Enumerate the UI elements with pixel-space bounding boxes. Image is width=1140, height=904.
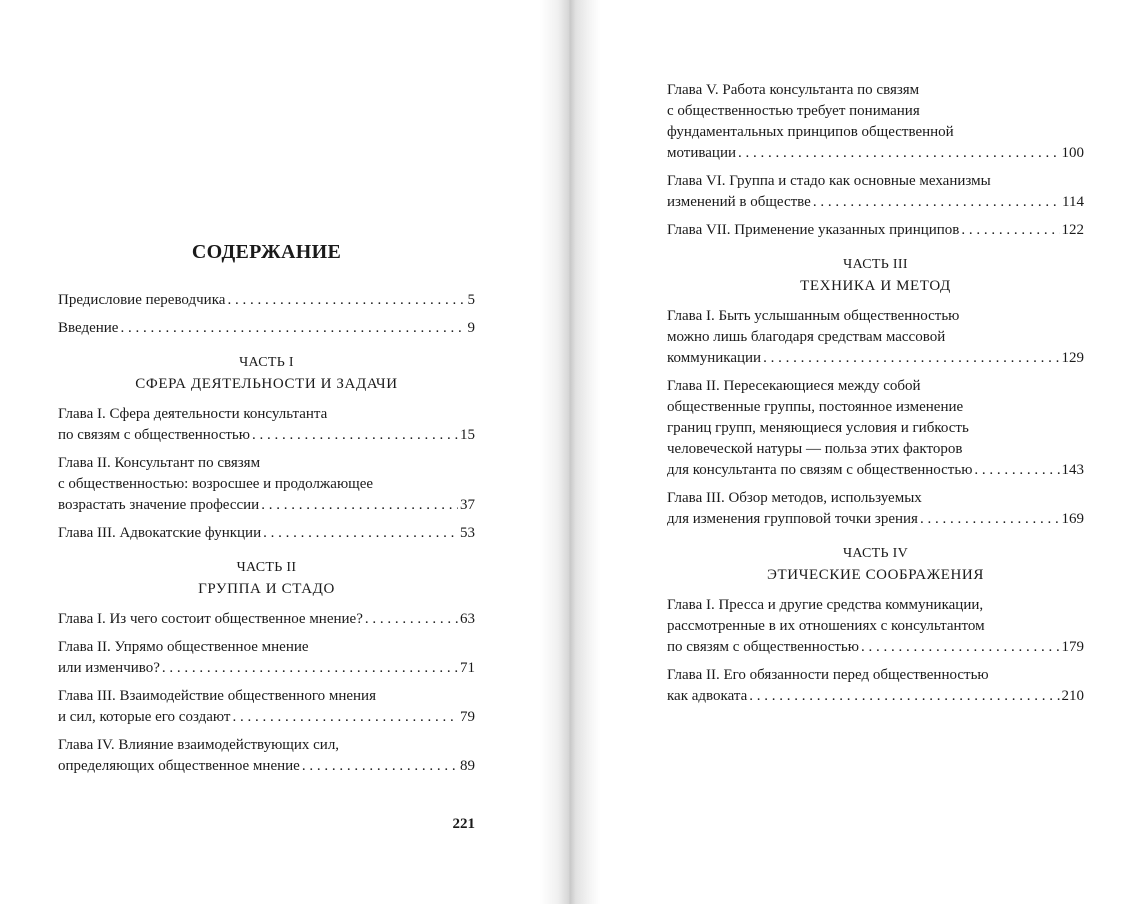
toc-entry-line: человеческой натуры — польза этих факторов <box>667 441 963 457</box>
toc-entry-line: Глава III. Взаимодействие общественного мнения <box>58 688 376 704</box>
toc-entry <box>667 665 1084 707</box>
toc-entry-line: Глава I. Сфера деятельности консультанта <box>58 406 328 422</box>
part-number: ЧАСТЬ II <box>236 560 297 575</box>
left-toc-column <box>58 240 475 784</box>
toc-entry-text: для изменения групповой точки зрения <box>667 511 918 527</box>
toc-entry <box>58 290 475 311</box>
toc-entry-line: Глава IV. Влияние взаимодействующих сил, <box>58 737 340 753</box>
dot-leader <box>749 686 1059 707</box>
part-heading <box>667 255 1084 297</box>
toc-entry-line: можно лишь благодаря средствам массовой <box>667 329 946 345</box>
toc-entry-text: как адвоката <box>667 688 748 704</box>
toc-entry-text: Глава I. Из чего состоит общественное мнение? <box>58 611 363 627</box>
part-number: ЧАСТЬ III <box>843 257 908 272</box>
dot-leader <box>302 756 458 777</box>
toc-entry-text: по связям с общественностью <box>58 427 250 443</box>
toc-page-number: 79 <box>460 709 475 725</box>
part-number: ЧАСТЬ IV <box>842 546 909 561</box>
toc-entry <box>58 609 475 630</box>
part-name: ТЕХНИКА И МЕТОД <box>800 278 951 294</box>
toc-entry-text: и сил, которые его создают <box>58 709 231 725</box>
toc-entry-final-line <box>58 707 475 728</box>
part-name: ГРУППА И СТАДО <box>198 581 335 597</box>
toc-entry-line: с общественностью: возросшее и продолжающее <box>58 476 374 492</box>
toc-entry-final-line <box>58 290 475 311</box>
toc-entry-text: коммуникации <box>667 350 762 366</box>
right-toc-column <box>667 80 1084 714</box>
dot-leader <box>920 509 1060 530</box>
toc-entry <box>58 735 475 777</box>
toc-page-number: 143 <box>1061 462 1084 478</box>
dot-leader <box>763 348 1059 369</box>
toc-entry-text: мотивации <box>667 145 737 161</box>
toc-entry-line: Глава III. Обзор методов, используемых <box>667 490 922 506</box>
toc-group <box>667 306 1084 530</box>
toc-entry-final-line <box>667 348 1084 369</box>
toc-entry <box>58 686 475 728</box>
toc-entry-text: Глава III. Адвокатские функции <box>58 525 262 541</box>
toc-group <box>58 609 475 777</box>
toc-entry-final-line <box>58 609 475 630</box>
dot-leader <box>861 637 1060 658</box>
part-heading <box>58 353 475 395</box>
toc-entry-final-line <box>58 756 475 777</box>
part-name: СФЕРА ДЕЯТЕЛЬНОСТИ И ЗАДАЧИ <box>135 376 398 392</box>
toc-entry-line: Глава V. Работа консультанта по связям <box>667 82 920 98</box>
part-name: ЭТИЧЕСКИЕ СООБРАЖЕНИЯ <box>767 567 984 583</box>
dot-leader <box>252 425 458 446</box>
dot-leader <box>974 460 1059 481</box>
toc-group <box>667 80 1084 241</box>
toc-entry <box>667 306 1084 369</box>
dot-leader <box>738 143 1059 164</box>
toc-entry <box>667 171 1084 213</box>
toc-entry <box>667 376 1084 481</box>
toc-entry-line: фундаментальных принципов общественной <box>667 124 954 140</box>
toc-entry <box>667 595 1084 658</box>
toc-entry-final-line <box>667 686 1084 707</box>
toc-page-number: 53 <box>460 525 475 541</box>
toc-entry-text: или изменчиво? <box>58 660 160 676</box>
toc-entry-final-line <box>667 460 1084 481</box>
toc-entry-text: для консультанта по связям с общественностью <box>667 462 973 478</box>
toc-entry <box>58 404 475 446</box>
toc-entry-line: общественные группы, постоянное изменение <box>667 399 964 415</box>
toc-entry-text: по связям с общественностью <box>667 639 859 655</box>
toc-entry-final-line <box>667 220 1084 241</box>
toc-entry-text: Введение <box>58 320 119 336</box>
toc-page-number: 37 <box>460 497 475 513</box>
toc-entry <box>58 318 475 339</box>
toc-entry-line: Глава I. Быть услышанным общественностью <box>667 308 960 324</box>
toc-entry-line: Глава II. Консультант по связям <box>58 455 261 471</box>
toc-title: СОДЕРЖАНИЕ <box>191 241 342 263</box>
toc-group <box>667 595 1084 707</box>
toc-entry-line: Глава II. Упрямо общественное мнение <box>58 639 309 655</box>
toc-page-number: 114 <box>1062 194 1084 210</box>
toc-entry <box>58 523 475 544</box>
toc-entry-final-line <box>667 192 1084 213</box>
toc-entry <box>667 80 1084 164</box>
toc-page-number: 100 <box>1061 145 1084 161</box>
toc-page-number: 71 <box>460 660 475 676</box>
toc-page-number: 63 <box>460 611 475 627</box>
toc-entry <box>58 453 475 516</box>
toc-entry <box>58 637 475 679</box>
toc-entry-line: Глава II. Его обязанности перед общественностью <box>667 667 989 683</box>
toc-group <box>58 290 475 339</box>
toc-entry <box>667 488 1084 530</box>
toc-entry-final-line <box>667 143 1084 164</box>
toc-entry-line: Глава I. Пресса и другие средства коммуникации, <box>667 597 984 613</box>
toc-entry-final-line <box>58 523 475 544</box>
dot-leader <box>961 220 1059 241</box>
toc-page-number: 15 <box>460 427 475 443</box>
toc-entry-line: Глава VI. Группа и стадо как основные механизмы <box>667 173 991 189</box>
toc-entry-text: определяющих общественное мнение <box>58 758 300 774</box>
toc-entry-line: Глава II. Пересекающиеся между собой <box>667 378 921 394</box>
dot-leader <box>813 192 1060 213</box>
page-number: 221 <box>452 816 475 832</box>
toc-page-number: 179 <box>1061 639 1084 655</box>
toc-entry-final-line <box>58 318 475 339</box>
book-gutter <box>540 0 600 904</box>
toc-entry-final-line <box>58 495 475 516</box>
toc-page-number: 5 <box>467 292 475 308</box>
part-heading <box>667 544 1084 586</box>
part-number: ЧАСТЬ I <box>239 355 294 370</box>
dot-leader <box>263 523 458 544</box>
toc-entry-final-line <box>58 425 475 446</box>
toc-page-number: 169 <box>1061 511 1084 527</box>
dot-leader <box>162 658 458 679</box>
toc-entry-text: Глава VII. Применение указанных принципов <box>667 222 960 238</box>
toc-entry <box>667 220 1084 241</box>
toc-page-number: 129 <box>1061 350 1084 366</box>
toc-entry-text: Предисловие переводчика <box>58 292 226 308</box>
dot-leader <box>365 609 458 630</box>
toc-page-number: 122 <box>1061 222 1084 238</box>
toc-page-number: 210 <box>1061 688 1084 704</box>
toc-entry-line: рассмотренные в их отношениях с консультантом <box>667 618 985 634</box>
toc-page-number: 9 <box>467 320 475 336</box>
dot-leader <box>120 318 465 339</box>
toc-entry-text: возрастать значение профессии <box>58 497 260 513</box>
dot-leader <box>232 707 458 728</box>
toc-entry-line: границ групп, меняющиеся условия и гибкость <box>667 420 969 436</box>
dot-leader <box>227 290 465 311</box>
toc-group <box>58 404 475 544</box>
toc-entry-final-line <box>667 509 1084 530</box>
dot-leader <box>261 495 458 516</box>
toc-entry-final-line <box>58 658 475 679</box>
toc-entry-text: изменений в обществе <box>667 194 811 210</box>
part-heading <box>58 558 475 600</box>
toc-entry-final-line <box>667 637 1084 658</box>
toc-page-number: 89 <box>460 758 475 774</box>
toc-entry-line: с общественностью требует понимания <box>667 103 920 119</box>
